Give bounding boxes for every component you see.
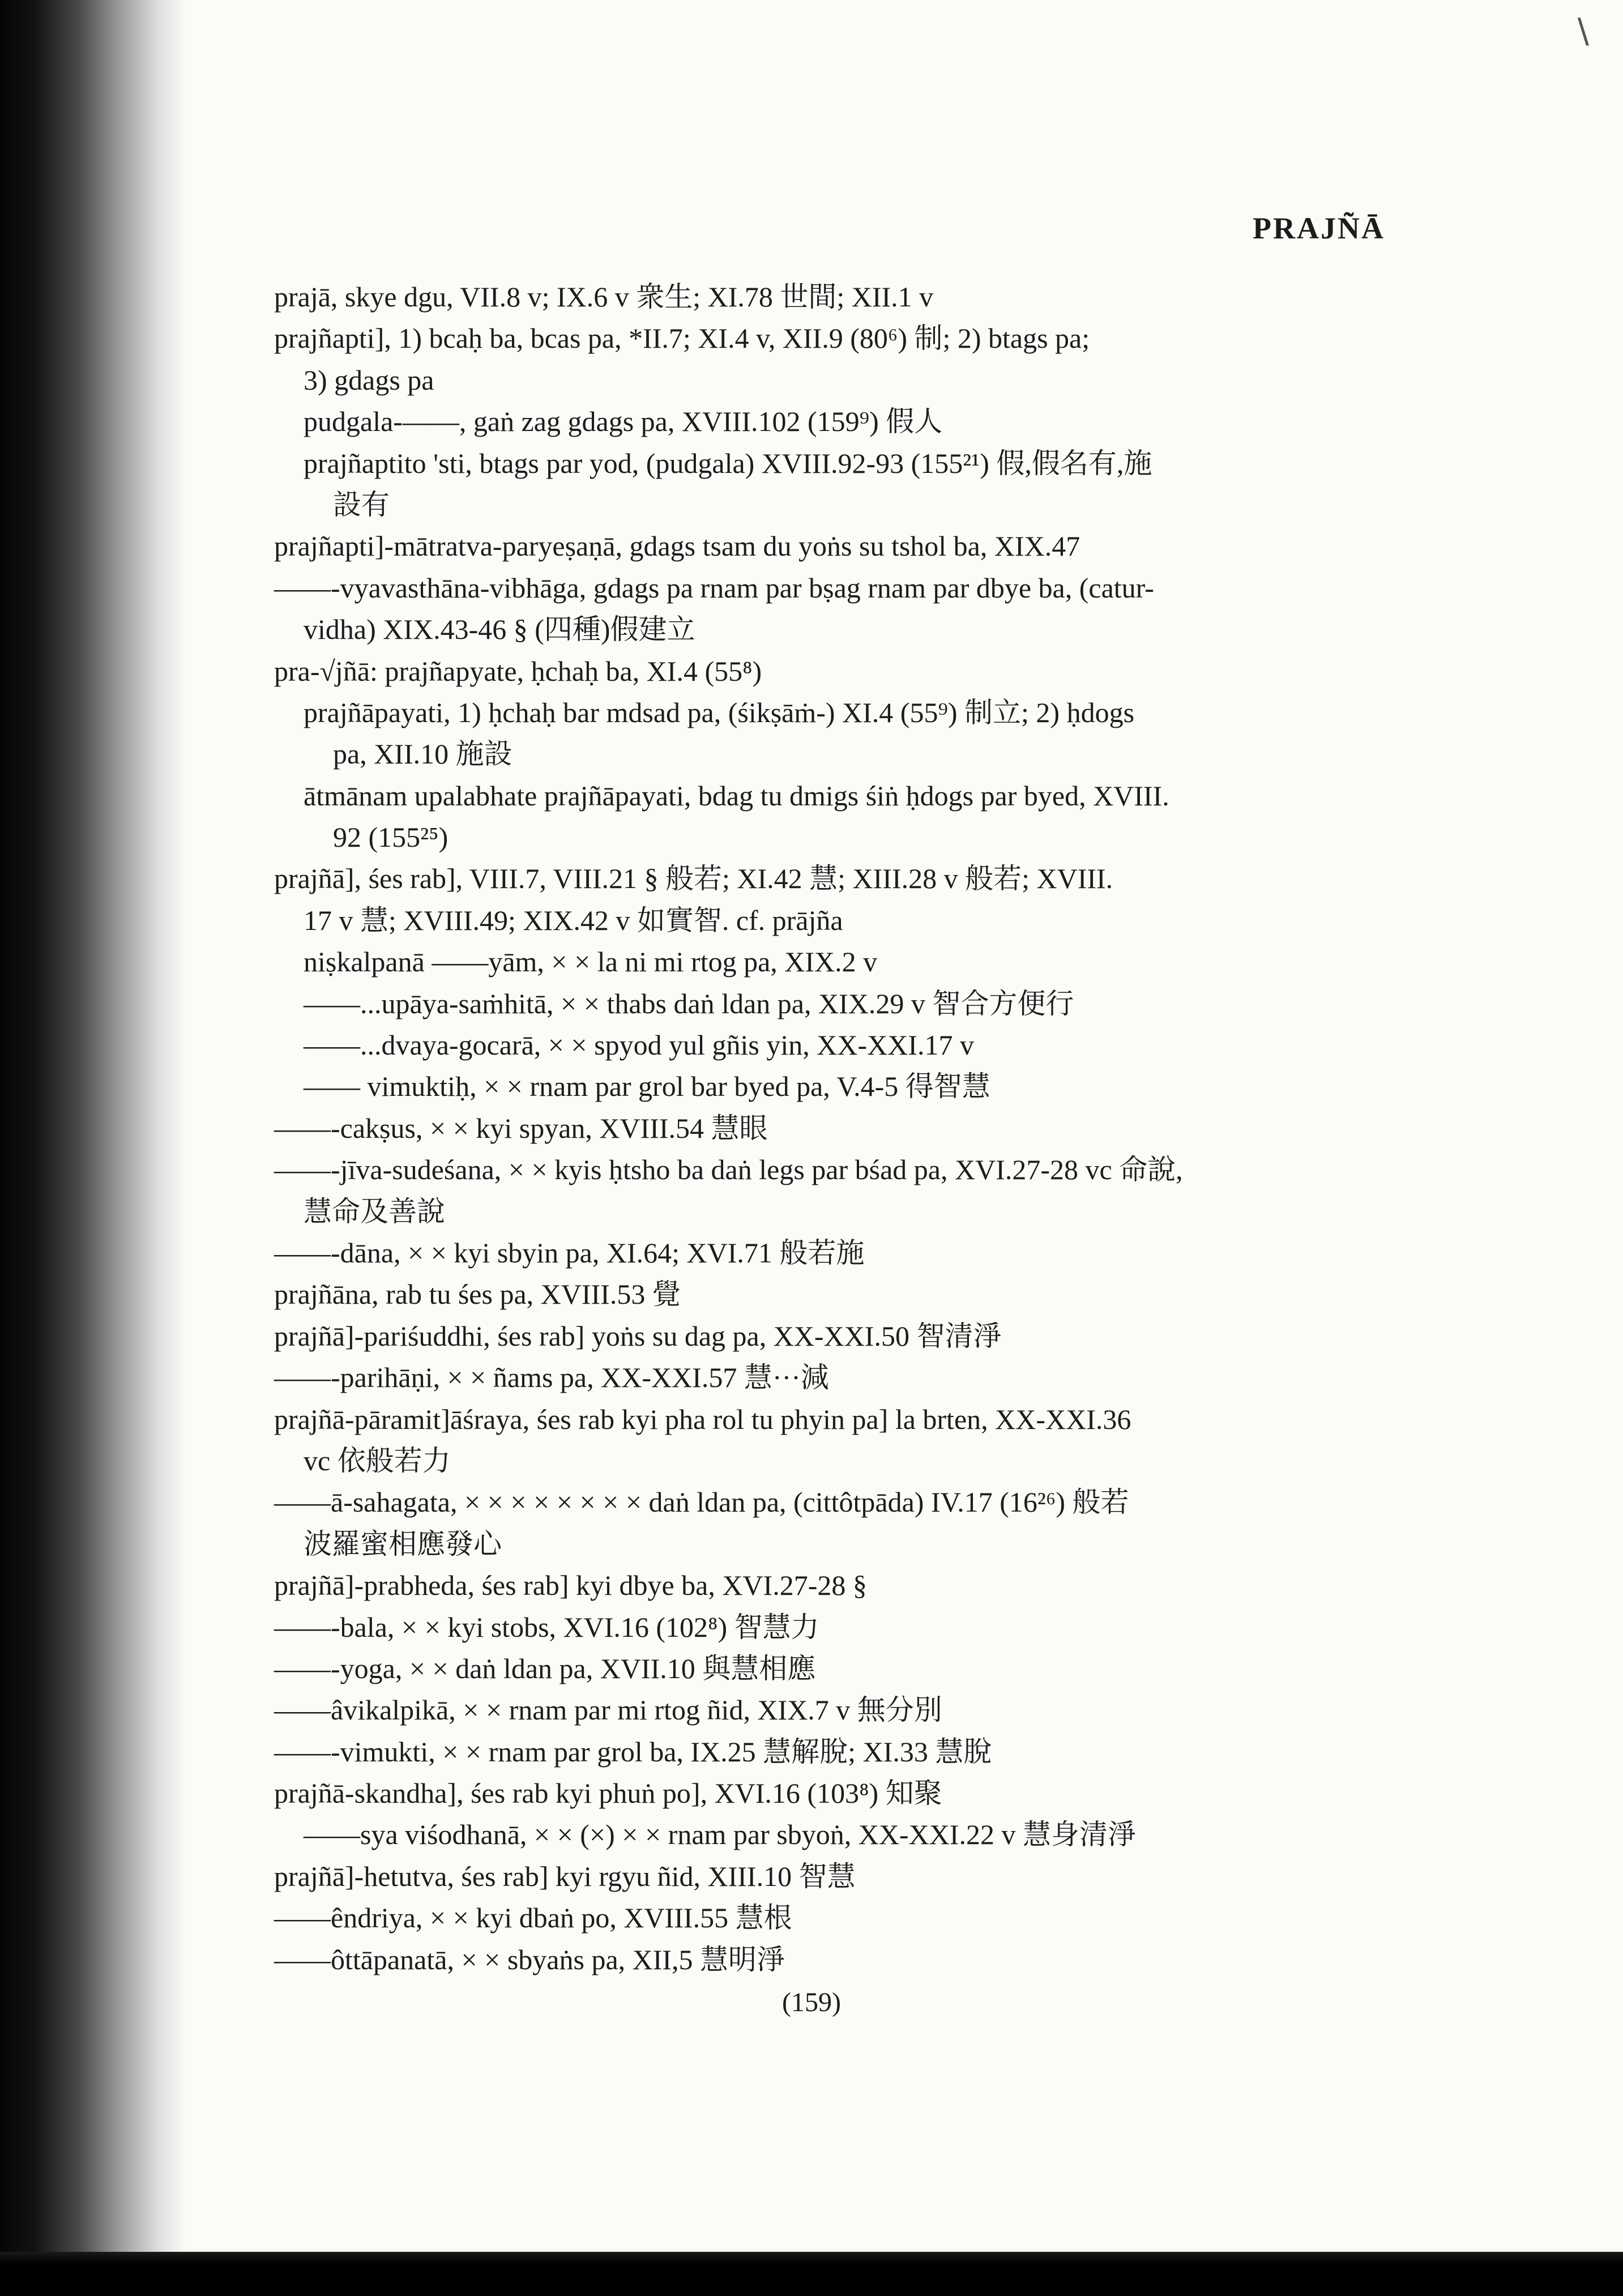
entry-line: prajñapti], 1) bcaḥ ba, bcas pa, *II.7; XI.4 v, XII.9 (80⁶) 制; 2) btags pa; [274, 322, 1090, 355]
entry-line: ——...dvaya-gocarā, × × spyod yul gñis yin, XX-XXI.17 v [304, 1029, 974, 1061]
entry-line: prajñā-pāramit]āśraya, śes rab kyi pha rol tu phyin pa] la brten, XX-XXI.36 [274, 1403, 1131, 1435]
entry-line: prajā, skye dgu, VII.8 v; IX.6 v 衆生; XI.78 世間; XII.1 v [274, 281, 934, 313]
entry-line: prajñāpayati, 1) ḥchaḥ bar mdsad pa, (śikṣāṁ-) XI.4 (55⁹) 制立; 2) ḥdogs [304, 696, 1135, 728]
entry-line: ——âvikalpikā, × × rnam par mi rtog ñid, XIX.7 v 無分別 [274, 1694, 942, 1726]
entry-line: ——êndriya, × × kyi dbaṅ po, XVIII.55 慧根 [274, 1902, 792, 1934]
page-number: (159) [782, 1987, 841, 2017]
entry-line: ——sya viśodhanā, × × (×) × × rnam par sbyoṅ, XX-XXI.22 v 慧身清淨 [304, 1819, 1136, 1851]
entry-line: ——ā-sahagata, × × × × × × × × daṅ ldan pa, (cittôtpāda) IV.17 (16²⁶) 般若 [274, 1486, 1129, 1518]
entry-line: ——-parihāṇi, × × ñams pa, XX-XXI.57 慧···減 [274, 1362, 829, 1394]
entry-line: prajñā]-pariśuddhi, śes rab] yoṅs su dag pa, XX-XXI.50 智清淨 [274, 1320, 1002, 1352]
entry-line: ——-vimukti, × × rnam par grol ba, IX.25 慧解脫; XI.33 慧脫 [274, 1735, 992, 1768]
entry-line: prajñāna, rab tu śes pa, XVIII.53 覺 [274, 1278, 681, 1311]
entry-line: pa, XII.10 施設 [333, 738, 512, 770]
entry-line: 慧命及善說 [304, 1195, 445, 1227]
dictionary-entries [274, 276, 1390, 1981]
entry-line: 17 v 慧; XVIII.49; XIX.42 v 如實智. cf. prājña [304, 904, 843, 936]
entry-line: ——-dāna, × × kyi sbyin pa, XI.64; XVI.71 般若施 [274, 1236, 865, 1269]
entry-line: pra-√jñā: prajñapyate, ḥchaḥ ba, XI.4 (55⁸) [274, 655, 762, 687]
entry-line: ——-jīva-sudeśana, × × kyis ḥtsho ba daṅ legs par bśad pa, XVI.27-28 vc 命說, [274, 1154, 1183, 1186]
entry-line: 設有 [333, 488, 390, 520]
entry-line: 92 (155²⁵) [333, 821, 449, 853]
entry-line: pudgala-——, gaṅ zag gdags pa, XVIII.102 (159⁹) 假人 [304, 406, 943, 438]
corner-mark: \ [1577, 11, 1589, 51]
entry-line: ——ôttāpanatā, × × sbyaṅs pa, XII,5 慧明淨 [274, 1943, 785, 1975]
entry-line: ——-bala, × × kyi stobs, XVI.16 (102⁸) 智慧力 [274, 1611, 819, 1643]
entry-line: vc 依般若力 [304, 1444, 451, 1476]
entry-line: ātmānam upalabhate prajñāpayati, bdag tu dmigs śiṅ ḥdogs par byed, XVIII. [304, 779, 1169, 812]
entry-line: vidha) XIX.43-46 § (四種)假建立 [304, 613, 695, 646]
scan-bottom-edge [0, 2252, 1623, 2296]
entry-line: prajñā], śes rab], VIII.7, VIII.21 § 般若; XI.42 慧; XIII.28 v 般若; XVIII. [274, 863, 1113, 895]
entry-line: prajñapti]-mātratva-paryeṣaṇā, gdags tsam du yoṅs su tshol ba, XIX.47 [274, 530, 1080, 562]
entry-line: ——-yoga, × × daṅ ldan pa, XVII.10 與慧相應 [274, 1652, 816, 1684]
entry-line: —— vimuktiḥ, × × rnam par grol bar byed pa, V.4-5 得智慧 [304, 1070, 990, 1103]
entry-line: prajñā]-prabheda, śes rab] kyi dbye ba, XVI.27-28 § [274, 1569, 867, 1602]
entry-line: 波羅蜜相應發心 [304, 1527, 502, 1560]
entry-line: prajñaptito 'sti, btags par yod, (pudgala) XVIII.92-93 (155²¹) 假,假名有,施 [304, 447, 1152, 479]
entry-line: ——-vyavasthāna-vibhāga, gdags pa rnam par bṣag rnam par dbye ba, (catur- [274, 571, 1154, 604]
entry-line: 3) gdags pa [304, 364, 434, 396]
entry-line: niṣkalpanā ——yām, × × la ni mi rtog pa, XIX.2 v [304, 946, 878, 978]
entry-line: ——...upāya-saṁhitā, × × thabs daṅ ldan pa, XIX.29 v 智合方便行 [304, 987, 1074, 1019]
entry-line: prajñā]-hetutva, śes rab] kyi rgyu ñid, XIII.10 智慧 [274, 1860, 856, 1892]
entry-line: ——-cakṣus, × × kyi spyan, XVIII.54 慧眼 [274, 1112, 768, 1144]
entry-line: prajñā-skandha], śes rab kyi phuṅ po], XVI.16 (103⁸) 知聚 [274, 1777, 942, 1810]
binding-shadow [0, 0, 187, 2296]
running-head: PRAJÑĀ [1253, 211, 1385, 245]
